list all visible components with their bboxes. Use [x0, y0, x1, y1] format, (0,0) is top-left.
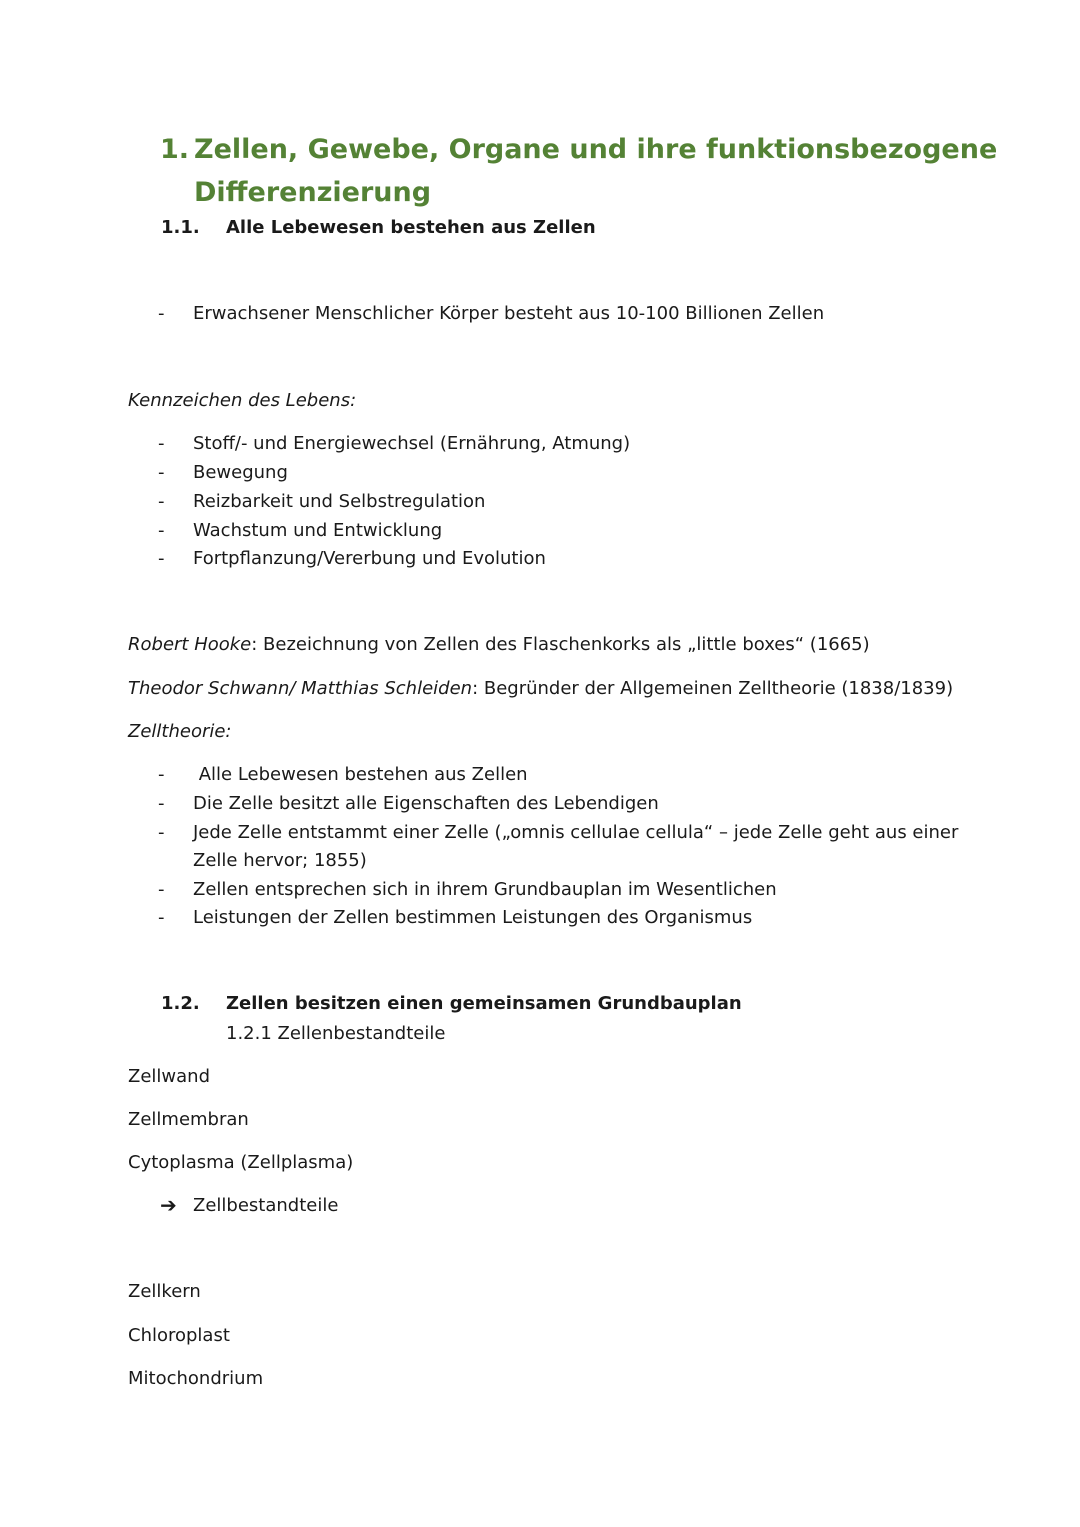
list-item: Wachstum und Entwicklung: [193, 520, 443, 541]
arrow-right-icon: ➔: [160, 1193, 177, 1217]
list-item-continuation: Zelle hervor; 1855): [193, 850, 367, 871]
bullet-dash: -: [158, 907, 165, 928]
history-line: [128, 678, 953, 699]
bullet-dash: -: [158, 793, 165, 814]
component-item: Chloroplast: [128, 1325, 230, 1346]
heading-line-1: Zellen, Gewebe, Organe und ihre funktionsbezogene: [194, 134, 998, 165]
list-item: Bewegung: [193, 462, 288, 483]
list-item: Alle Lebewesen bestehen aus Zellen: [193, 764, 528, 785]
bullet-dash: -: [158, 879, 165, 900]
list-item: Jede Zelle entstammt einer Zelle („omnis cellulae cellula“ – jede Zelle geht aus einer: [193, 822, 959, 843]
history-line: [128, 634, 870, 655]
section-number: 1.1.: [161, 217, 200, 238]
list-item: Die Zelle besitzt alle Eigenschaften des Lebendigen: [193, 793, 659, 814]
list-item: Reizbarkeit und Selbstregulation: [193, 491, 486, 512]
subsection-title: 1.2.1 Zellenbestandteile: [226, 1023, 446, 1044]
zelltheorie-label: Zelltheorie:: [128, 721, 232, 742]
bullet-dash: -: [158, 491, 165, 512]
section-number: 1.2.: [161, 993, 200, 1014]
component-item: Zellkern: [128, 1281, 201, 1302]
component-item: Mitochondrium: [128, 1368, 264, 1389]
history-text: : Begründer der Allgemeinen Zelltheorie (1838/1839): [472, 678, 954, 699]
bullet-dash: -: [158, 433, 165, 454]
bullet-dash: -: [158, 520, 165, 541]
list-item: Zellen entsprechen sich in ihrem Grundbauplan im Wesentlichen: [193, 879, 777, 900]
bullet-dash: -: [158, 822, 165, 843]
bullet-dash: -: [158, 548, 165, 569]
section-title: Alle Lebewesen bestehen aus Zellen: [226, 217, 596, 238]
component-item: Cytoplasma (Zellplasma): [128, 1152, 354, 1173]
history-text: : Bezeichnung von Zellen des Flaschenkorks als „little boxes“ (1665): [251, 634, 870, 655]
history-name: Theodor Schwann/ Matthias Schleiden: [128, 678, 473, 699]
list-item: Stoff/- und Energiewechsel (Ernährung, Atmung): [193, 433, 631, 454]
heading-line-2: Differenzierung: [194, 177, 432, 208]
list-item: Leistungen der Zellen bestimmen Leistungen des Organismus: [193, 907, 753, 928]
section-title: Zellen besitzen einen gemeinsamen Grundbauplan: [226, 993, 742, 1014]
bullet-dash: -: [158, 764, 165, 785]
list-item: Fortpflanzung/Vererbung und Evolution: [193, 548, 546, 569]
fact-bullet-text: Erwachsener Menschlicher Körper besteht aus 10-100 Billionen Zellen: [193, 303, 825, 324]
bullet-dash: -: [158, 303, 165, 324]
arrow-item-text: Zellbestandteile: [193, 1195, 339, 1216]
kennzeichen-label: Kennzeichen des Lebens:: [128, 390, 357, 411]
heading-number: 1.: [160, 134, 190, 165]
component-item: Zellwand: [128, 1066, 210, 1087]
bullet-dash: -: [158, 462, 165, 483]
component-item: Zellmembran: [128, 1109, 249, 1130]
history-name: Robert Hooke: [128, 634, 252, 655]
